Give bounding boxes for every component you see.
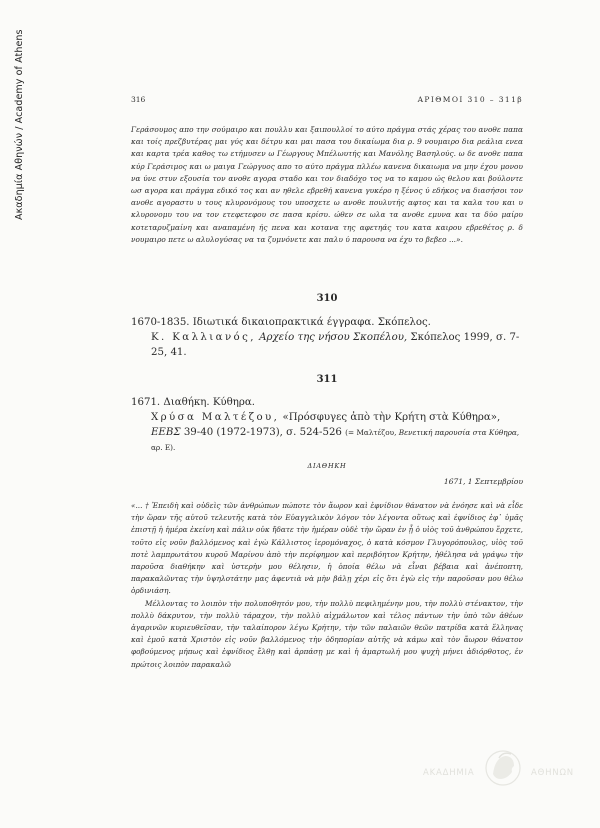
document-date: 1671, 1 Σεπτεμβρίου xyxy=(443,477,523,486)
entry-311-note-title: Βενετική παρουσία στα Κύθηρα, xyxy=(398,428,520,437)
page-number: 316 xyxy=(131,95,146,104)
entry-311 xyxy=(131,395,523,455)
entry-311-line: 1671. Διαθήκη. Κύθηρα. xyxy=(131,397,255,408)
entry-311-author: Χρύσα Μαλτέζου, xyxy=(151,412,280,423)
section-number-310: 310 xyxy=(316,293,338,304)
will-text-part-1: «... † Ἐπειδὴ καὶ οὐδεὶς τῶν ἀνθρώπων πώποτε τὸν ἄωρον καὶ ἐφνίδιον θάνατον νὰ ἐνόησε καὶ νὰ εἶδε τὴν ὥραν τῆς αὐτοῦ τελευτῆς κατὰ τὸν Εὐαγγελικὸν λόγον τὸν λέγοντα οὕτως καὶ ἐφνίδιος ἐφ᾽ ὑμᾶς ἐπιστῇ ἡ ἡμέρα ἐκείνη καὶ πάλιν οὐκ ἤδατε τὴν ἡμέραν οὐδὲ τὴν ὥραν ἐν ᾗ ὁ υἱὸς τοῦ ἀνθρώπου ἔρχετε, τοῦτο εἰς νοῦν βαλλόμενος καὶ ἐγὼ Κάλλιστος ἱερομόναχος, ὁ κατὰ κόσμον Γλυγορόπουλος, υἱὸς τοῦ ποτὲ λαμπρωτάτου κυροῦ Μαρίνου ἀπὸ τὴν περίφημον καὶ περιβόητον Κρήτην, ἠθέλησα νὰ γράψω τὴν παροῦσα διαθήκην καὶ ὑστερὴν μου θέλησιν, ἡ ὁποία θέλω νὰ εἶναι βέβαια καὶ ἀνέποπτη, παρακαλῶντας τὴν ὑψηλοτάτην μας ἀφεντιὰ νὰ μὴν βάλῃ χέρι εἰς ὅτι ἐγὼ εἰς τὴν παροῦσαν μου θέλω ὀρδινιάση. xyxy=(131,501,523,596)
entry-311-imprint: 39-40 (1972-1973), σ. 524-526 xyxy=(183,427,342,438)
athena-head-icon xyxy=(481,748,525,788)
entry-311-journal: ΕΕΒΣ xyxy=(151,427,181,438)
entry-311-note-prefix: (= Μαλτέζου, xyxy=(345,428,397,437)
section-number-311: 311 xyxy=(316,374,338,385)
entry-310-reference xyxy=(131,330,523,360)
academy-watermark xyxy=(413,748,583,788)
quoted-paragraph: Γεράσουμος απο την σούμαιρο και πουλλυ και ξαιπουλλοί το αύτο πράγμα στάς χέρας του ανοθε παπα και τοίς πρεζβυτέρας μαι γύς και δέτρυ και μαι πασα του δικαίωμα δια ρ. 9 νουμαιρο δια ρεάλια ενεα και καρτα τρέα καθος τω ετήμυσεν ω Γέωργους Μπέλωυτής και Μανόλης Βασηλούς. ω δε ανοθε παπα κύρ Γεράσιμος και ω μαιγα Γεώργυος απο το αύτο πράγμα πλλέω κανενα δικαιωμα να μην έχου μονου να ύνε στυν εξουσία τον ανοθε αγορα σταδο και τον διαδόχο τος να το καμου ώς θελου και βούλοντε ωσ αγορα και πράγμα εδικό τος και αν ηθελε εβρεθή κανενα γυκέρο η ξένος ύ εδήκος να διασήσοι τον ανοθε αγοραστυ υ τους κλυρονόμους του υποσχετε ω ανοθε πουλυτής αφτος και τα καλα του και υ κλυρονομυ του να τον ετεφετεφου σε πασα κρίσυ. ώθεν σε ωλα τα ανοθε εμυνα και τα δύο μαίρυ κοτεταρυζμαίνη και αναπαμένη ής πενα και κοτανα της αφετηάς του κατα καιρου εβρεθέτος ρ. δ νουμαιρο πετε ω αλυλογύσας να τα ζυμνόνετε και παλυ ύ παρουσα να έχυ το βεβεο ...». xyxy=(131,125,523,244)
entry-310 xyxy=(131,315,523,360)
watermark-text-left: ΑΚΑΔΗΜΙΑ xyxy=(423,768,475,778)
entry-310-imprint: Σκόπελος 1999, σ. 7-25, 41. xyxy=(151,332,520,358)
entry-311-note-suffix: αρ. Ε). xyxy=(151,443,176,452)
archive-sidebar-label: Ακαδημία Αθηνών / Academy of Athens xyxy=(14,29,25,220)
entry-310-line: 1670-1835. Ιδιωτικά δικαιοπρακτικά έγγραφα. Σκόπελος. xyxy=(131,317,431,328)
document-heading: ΔΙΑΘΗΚΗ xyxy=(307,462,347,470)
entry-311-title: «Πρόσφυγες ἀπὸ τὴν Κρήτη στὰ Κύθηρα», xyxy=(282,412,501,423)
will-text-part-2-body: Μέλλοντας το λοιπὸν τὴν πολυποθητόν μου, τὴν πολλὺ πεφιλημένην μου, τὴν πολλὺ στένακτον, τὴν πολλὺ δάκρυτον, τὴν πολλὺ τάραχον, τὴν πολλὺ αἰχμάλωτον καὶ τέλος πάντων τὴν ὑπὸ τῶν ἀθέων ἀγαρινῶν κυριευθεῖσαν, τὴν ταλαίπορον λέγω Κρήτην, τὴν τῶν παλαιῶν θεῶν πατρίδα κατὰ ἕλληνας καὶ ἐμοῦ κατὰ Χριστὸν εἰς νοῦν βαλλόμενος τὴν ὁδηπορίαν αὐτῆς νὰ κάμω καὶ τὸν ἄωρον θάνατον φοβούμενος μήπως καὶ ἐφνίδιος ἔλθῃ καὶ ἁρπάσῃ με καὶ ἡ ἁμαρτωλή μου ψυχὴ μήνει ἀδιόρθοτος, ἐν πρώτοις λοιπὸν παρακαλῶ xyxy=(131,598,523,669)
will-text-part-2 xyxy=(131,598,523,671)
will-text xyxy=(131,500,523,671)
entry-310-title: Αρχείο της νήσου Σκοπέλου, xyxy=(259,332,408,343)
running-title: ΑΡΙΘΜΟΙ 310 – 311β xyxy=(417,95,523,104)
entry-310-author: Κ. Καλλιανός, xyxy=(151,332,256,343)
page-header xyxy=(131,95,523,109)
watermark-text-right: ΑΘΗΝΩΝ xyxy=(531,768,574,778)
entry-311-reference xyxy=(131,410,523,455)
